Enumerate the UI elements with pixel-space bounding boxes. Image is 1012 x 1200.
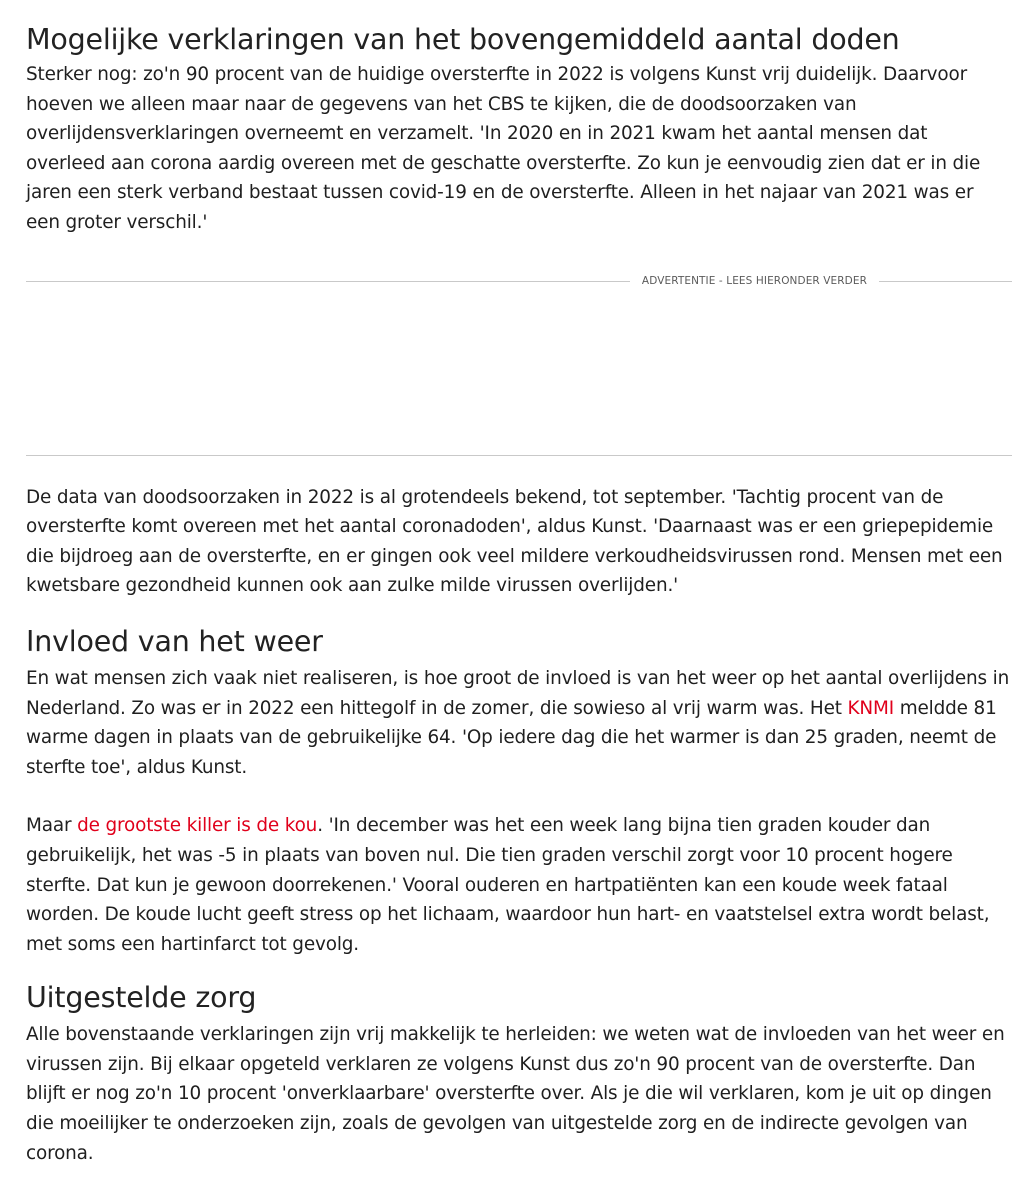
paragraph-kou	[26, 811, 1012, 959]
paragraph-text: En wat mensen zich vaak niet realiseren, is hoe groot de invloed is van het weer op het aantal overlijdens in Nederland. Zo was er in 2022 een hittegolf in de zomer, die sowieso al vrij warm was. Het	[26, 667, 1010, 719]
paragraph-text: Maar	[26, 815, 78, 837]
advertisement-label: ADVERTENTIE - LEES HIERONDER VERDER	[630, 273, 879, 289]
section-heading-verklaringen: Mogelijke verklaringen van het bovengemiddeld aantal doden	[26, 23, 900, 56]
section-heading-weer: Invloed van het weer	[26, 624, 323, 658]
paragraph-text: . 'In december was het een week lang bijna tien graden kouder dan gebruikelijk, het was -5 in plaats van boven nul. Die tien graden verschil zorgt voor 10 procent hogere sterfte. Dat kun je gewoon doorrekenen.' Vooral ouderen en hartpatiënten kan een koude week fataal worden. De koude lucht geeft stress op het lichaam, waardoor hun hart- en vaatstelsel extra wordt belast, met soms een hartinfarct tot gevolg.	[26, 815, 990, 955]
paragraph-oversterfte-cbs: Sterker nog: zo'n 90 procent van de huidige oversterfte in 2022 is volgens Kunst vrij duidelijk. Daarvoor hoeven we alleen maar naar de gegevens van het CBS te kijken, die de doodsoorzaken van overlijdensverklaringen overneemt en verzamelt. 'In 2020 en in 2021 kwam het aantal mensen dat overleed aan corona aardig overeen met de geschatte oversterfte. Zo kun je eenvoudig zien dat er in die jaren een sterk verband bestaat tussen covid-19 en de oversterfte. Alleen in het najaar van 2021 was er een groter verschil.'	[26, 64, 981, 233]
paragraph-uitgestelde-zorg: Alle bovenstaande verklaringen zijn vrij makkelijk te herleiden: we weten wat de invloeden van het weer en virussen zijn. Bij elkaar opgeteld verklaren ze volgens Kunst dus zo'n 90 procent van de oversterfte. Dan blijft er nog zo'n 10 procent 'onverklaarbare' oversterfte over. Als je die wil verklaren, kom je uit op dingen die moeilijker te onderzoeken zijn, zoals de gevolgen van uitgestelde zorg en de indirecte gevolgen van corona.	[26, 1024, 1005, 1164]
advertisement-block	[26, 270, 1012, 456]
paragraph-text: meldde 81 warme dagen in plaats van de gebruikelijke 64. 'Op iedere dag die het warmer is dan 25 graden, neemt de sterfte toe', aldus Kunst.	[26, 697, 997, 778]
paragraph-doodsoorzaken-2022: De data van doodsoorzaken in 2022 is al grotendeels bekend, tot september. 'Tachtig procent van de oversterfte komt overeen met het aantal coronadoden', aldus Kunst. 'Daarnaast was er een griepepidemie die bijdroeg aan de oversterfte, en er gingen ook veel mildere verkoudheidsvirussen rond. Mensen met een kwetsbare gezondheid kunnen ook aan zulke milde virussen overlijden.'	[26, 486, 1003, 597]
advertisement-divider-bottom	[26, 455, 1012, 456]
knmi-link[interactable]: KNMI	[847, 697, 895, 719]
grootste-killer-link[interactable]: de grootste killer is de kou	[77, 815, 318, 837]
paragraph-invloed-weer	[26, 664, 1012, 782]
article-body	[26, 20, 1012, 1168]
section-heading-uitgestelde-zorg: Uitgestelde zorg	[26, 981, 257, 1015]
